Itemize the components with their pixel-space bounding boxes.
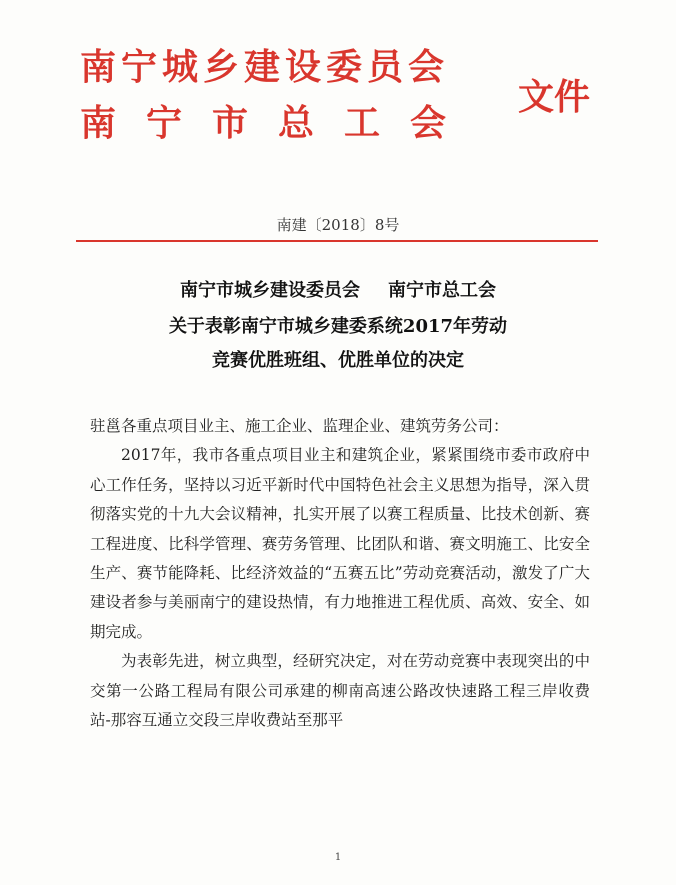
title-org-2: 南宁市总工会 — [388, 280, 496, 301]
issuing-org-line-2: 南宁市总工会 — [80, 103, 477, 144]
document-type-label: 文件 — [518, 77, 591, 118]
page-number: 1 — [334, 852, 342, 863]
title-org-1: 南宁市城乡建设委员会 — [180, 280, 360, 301]
issuing-org-line-1: 南宁城乡建设委员会 — [80, 47, 450, 88]
title-line-3: 竞赛优胜班组、优胜单位的决定 — [212, 350, 464, 371]
title-line-2: 关于表彰南宁市城乡建委系统2017年劳动 — [168, 316, 508, 337]
red-divider-rule — [76, 240, 598, 242]
document-body — [90, 412, 590, 735]
body-paragraph-2: 为表彰先进，树立典型，经研究决定，对在劳动竞赛中表现突出的中交第一公路工程局有限公司承建的柳南高速公路改快速路工程三岸收费站-那容互通立交段三岸收费站至那平 — [90, 652, 590, 730]
salutation: 驻邕各重点项目业主、施工企业、监理企业、建筑劳务公司： — [90, 417, 509, 435]
title-line-1 — [0, 276, 676, 302]
body-paragraph-1: 2017年，我市各重点项目业主和建筑企业，紧紧围绕市委市政府中心工作任务，坚持以习近平新时代中国特色社会主义思想为指导，深入贯彻落实党的十九大会议精神，扎实开展了以赛工程质量、比技术创新、赛工程进度、比科学管理、赛劳务管理、比团队和谐、赛文明施工、比安全生产、赛节能降耗、比经济效益的“五赛五比”劳动竞赛活动，激发了广大建设者参与美丽南宁的建设热情，有力地推进工程优质、高效、安全、如期完成。 — [90, 446, 590, 641]
document-number: 南建〔2018〕8号 — [276, 216, 400, 234]
